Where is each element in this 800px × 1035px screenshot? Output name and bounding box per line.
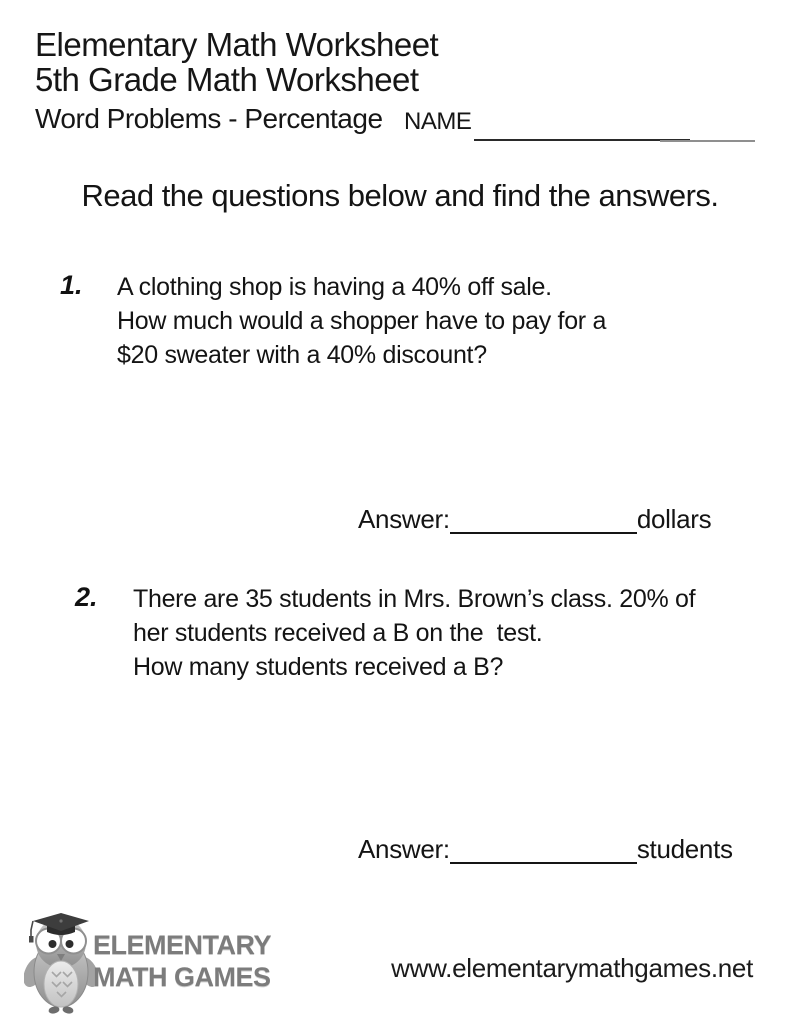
question-2-line-1: There are 35 students in Mrs. Brown’s class. 20% of [133, 585, 696, 613]
answer-2-label: Answer: [358, 834, 450, 864]
answer-2-blank [450, 838, 637, 864]
question-1-number: 1. [60, 270, 83, 300]
question-2-text [133, 582, 695, 684]
answer-1-unit: dollars [636, 504, 712, 534]
answer-row-2 [358, 834, 733, 865]
page-subtitle-grade: 5th Grade Math Worksheet [35, 61, 419, 98]
logo-wordmark [93, 929, 271, 993]
question-1-text [117, 270, 606, 372]
answer-1-blank [450, 508, 637, 534]
question-1-line-2: How much would a shopper have to pay for a [117, 307, 607, 335]
logo-text-line-2: MATH GAMES [93, 962, 271, 992]
answer-2-unit: students [636, 834, 733, 864]
answer-row-1 [358, 504, 711, 535]
question-2-line-3: How many students received a B? [133, 653, 504, 681]
question-2-number: 2. [75, 582, 98, 612]
logo-text-line-1: ELEMENTARY [93, 930, 272, 960]
name-blank-line-tail [660, 140, 755, 142]
question-1-line-1: A clothing shop is having a 40% off sale. [117, 273, 552, 301]
website-url: www.elementarymathgames.net [391, 953, 753, 983]
worksheet-topic: Word Problems - Percentage [35, 103, 383, 134]
page-title: Elementary Math Worksheet [35, 26, 439, 63]
question-2-line-2: her students received a B on the test. [133, 619, 543, 647]
answer-1-label: Answer: [358, 504, 450, 534]
question-1-line-3: $20 sweater with a 40% discount? [117, 341, 487, 369]
instruction-text: Read the questions below and find the answers. [81, 178, 719, 213]
name-label: NAME [404, 108, 472, 135]
owl-graduate-icon [24, 910, 98, 1018]
name-blank-line [474, 139, 690, 141]
